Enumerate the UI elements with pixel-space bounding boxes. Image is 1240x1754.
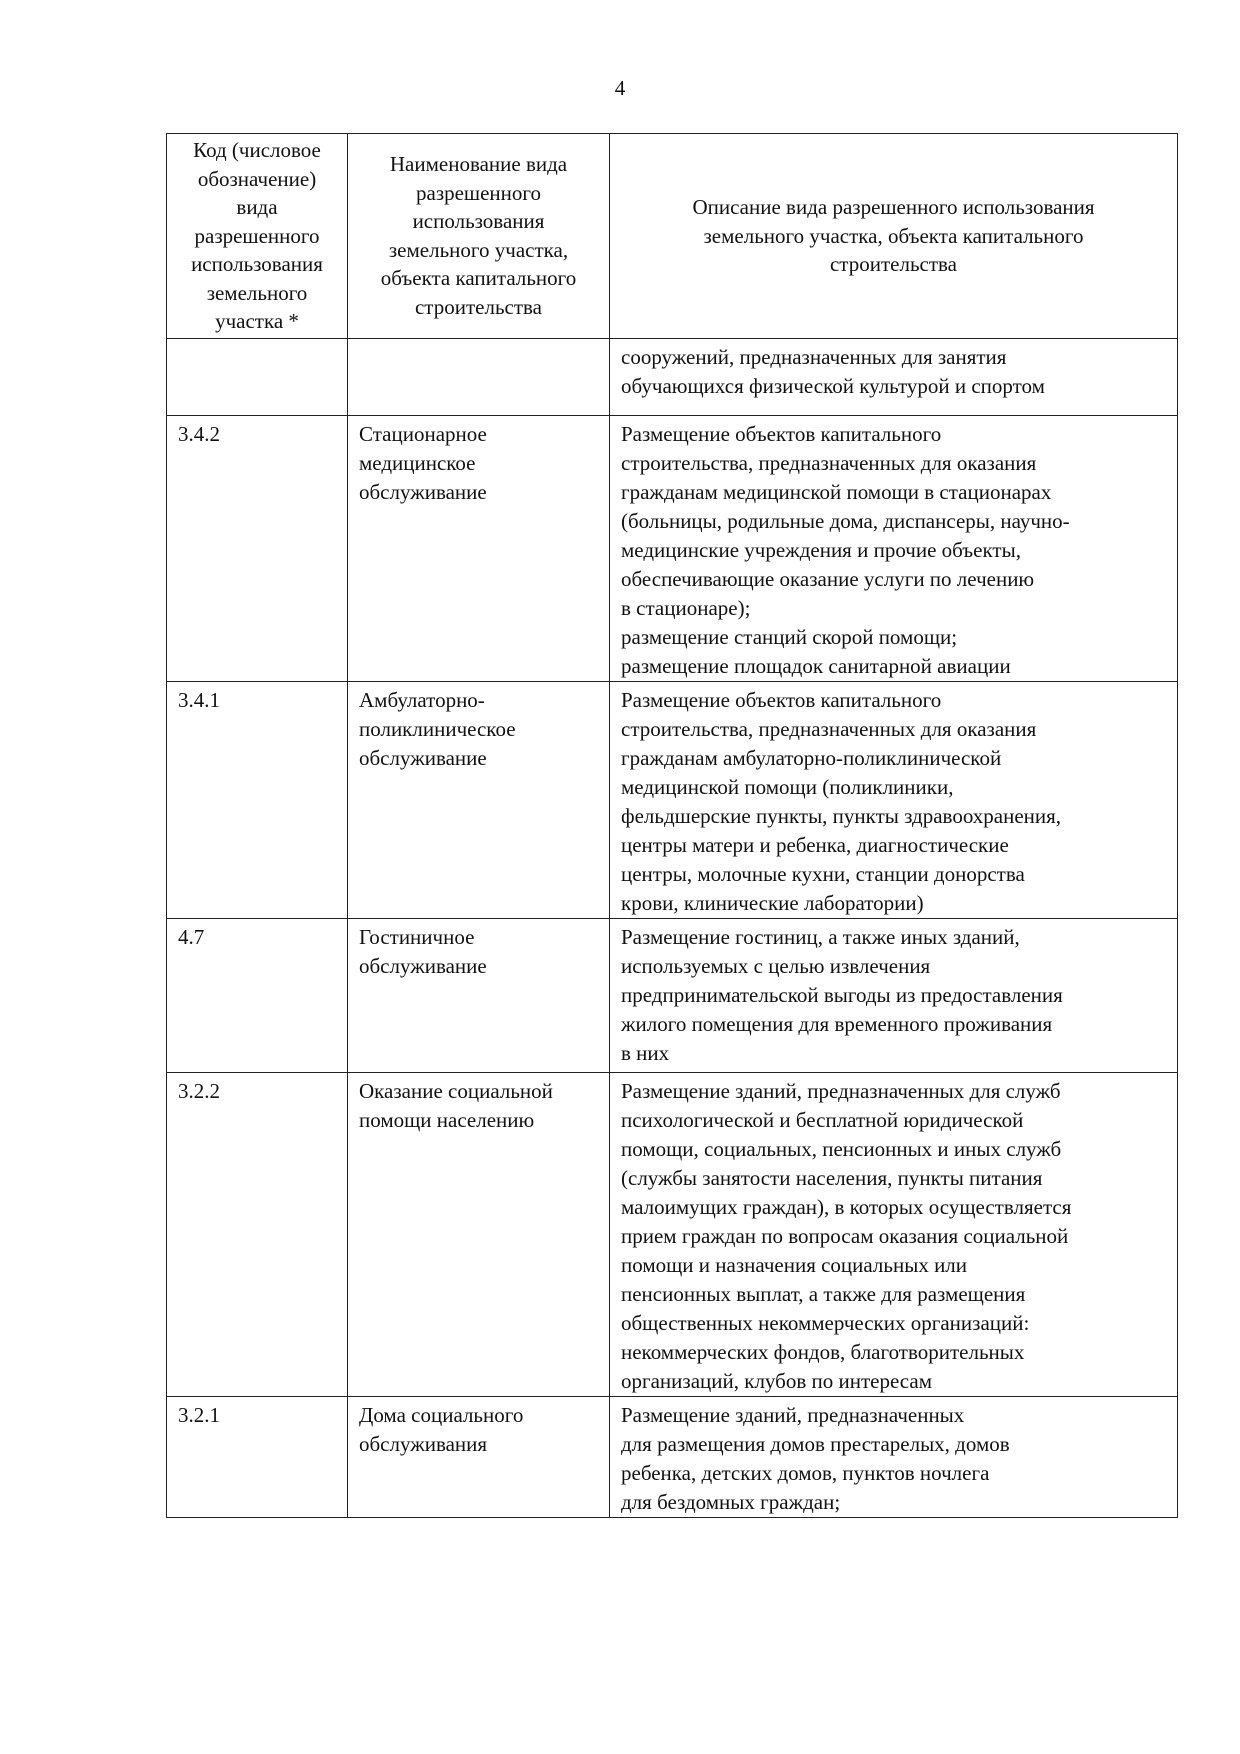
header-line: разрешенного xyxy=(194,223,320,248)
row-description-line: центры, молочные кухни, станции донорства xyxy=(621,861,1025,886)
header-line: объекта капитального xyxy=(380,266,577,291)
row-name-line: обслуживание xyxy=(359,745,487,770)
row-description xyxy=(610,681,1178,918)
row-code: 3.4.2 xyxy=(167,415,348,681)
table-row xyxy=(167,338,1178,415)
row-description-line: Размещение зданий, предназначенных для служб xyxy=(621,1078,1061,1103)
header-line: разрешенного xyxy=(416,180,541,205)
row-description-line: размещение станций скорой помощи; xyxy=(621,624,958,649)
row-description-line: психологической и бесплатной юридической xyxy=(621,1107,1024,1132)
row-description-line: ребенка, детских домов, пунктов ночлега xyxy=(621,1460,990,1485)
row-code: 4.7 xyxy=(167,918,348,1072)
header-name xyxy=(348,134,610,339)
row-description-line: жилого помещения для временного проживания xyxy=(621,1011,1053,1036)
row-description-line: центры матери и ребенка, диагностические xyxy=(621,832,1009,857)
row-name xyxy=(348,1072,610,1396)
row-description-line: для размещения домов престарелых, домов xyxy=(621,1431,1010,1456)
row-name-line: обслуживание xyxy=(359,479,487,504)
row-description-line: медицинской помощи (поликлиники, xyxy=(621,774,954,799)
header-line: земельного xyxy=(206,280,308,305)
row-name-line: поликлиническое xyxy=(359,716,516,741)
row-description-line: малоимущих граждан), в которых осуществляется xyxy=(621,1194,1072,1219)
row-description-line: некоммерческих фондов, благотворительных xyxy=(621,1339,1025,1364)
row-description xyxy=(610,1396,1178,1517)
row-description-line: Размещение зданий, предназначенных xyxy=(621,1402,965,1427)
header-line: использования xyxy=(191,252,323,276)
header-line: обозначение) xyxy=(197,166,317,191)
header-code xyxy=(167,134,348,339)
row-description xyxy=(610,918,1178,1072)
row-description-line: гражданам медицинской помощи в стационарах xyxy=(621,479,1052,504)
row-name-line: Дома социального xyxy=(359,1402,524,1427)
row-code xyxy=(167,338,348,415)
row-name-line: медицинское xyxy=(359,450,476,475)
land-use-table xyxy=(166,133,1178,1518)
row-description-line: помощи, социальных, пенсионных и иных служб xyxy=(621,1136,1062,1161)
table-row xyxy=(167,1072,1178,1396)
row-name-line: Гостиничное xyxy=(359,924,475,949)
row-code: 3.2.2 xyxy=(167,1072,348,1396)
header-line: вида xyxy=(236,195,278,219)
row-description-line: строительства, предназначенных для оказания xyxy=(621,450,1037,475)
row-description-line: в стационаре); xyxy=(621,595,751,620)
row-description-line: общественных некоммерческих организаций: xyxy=(621,1310,1030,1335)
header-line: земельного участка, xyxy=(388,237,569,262)
row-code: 3.2.1 xyxy=(167,1396,348,1517)
row-description xyxy=(610,415,1178,681)
row-name-line: обслуживание xyxy=(359,953,487,978)
row-description-line: для бездомных граждан; xyxy=(621,1489,841,1514)
table-header-row xyxy=(167,134,1178,339)
row-name-line: Стационарное xyxy=(359,421,487,446)
header-line: Описание вида разрешенного использования xyxy=(692,195,1095,219)
table-row xyxy=(167,1396,1178,1517)
row-name-line: обслуживания xyxy=(359,1431,488,1456)
header-line: Наименование вида xyxy=(389,152,568,177)
row-description-line: крови, клинические лаборатории) xyxy=(621,890,924,915)
row-name xyxy=(348,415,610,681)
row-description-line: гражданам амбулаторно-поликлинической xyxy=(621,745,1002,770)
table-row xyxy=(167,415,1178,681)
row-name xyxy=(348,918,610,1072)
row-name-line: помощи населению xyxy=(359,1107,535,1132)
row-description-line: (больницы, родильные дома, диспансеры, научно- xyxy=(621,508,1070,533)
row-description-line: Размещение объектов капитального xyxy=(621,421,942,446)
row-description-line: (службы занятости населения, пункты питания xyxy=(621,1165,1043,1190)
row-description-line: предпринимательской выгоды из предоставления xyxy=(621,982,1063,1007)
row-description-line: медицинские учреждения и прочие объекты, xyxy=(621,537,1021,562)
row-name xyxy=(348,681,610,918)
row-description-line: в них xyxy=(621,1040,670,1065)
row-description-line: размещение площадок санитарной авиации xyxy=(621,653,1011,678)
row-description-line: помощи и назначения социальных или xyxy=(621,1252,968,1277)
row-name-line: Оказание социальной xyxy=(359,1078,553,1103)
row-description-line: используемых с целью извлечения xyxy=(621,953,931,978)
header-line: Код (числовое xyxy=(193,138,321,162)
header-description xyxy=(610,134,1178,339)
header-line: использования xyxy=(412,209,545,234)
row-code: 3.4.1 xyxy=(167,681,348,918)
row-name xyxy=(348,338,610,415)
row-description xyxy=(610,338,1178,415)
header-line: строительства xyxy=(829,252,957,276)
header-line: строительства xyxy=(414,294,542,319)
row-description-line: Размещение гостиниц, а также иных зданий, xyxy=(621,924,1020,949)
row-description-line: обеспечивающие оказание услуги по лечению xyxy=(621,566,1035,591)
row-name xyxy=(348,1396,610,1517)
row-description-line: организаций, клубов по интересам xyxy=(621,1368,932,1393)
row-description-line: пенсионных выплат, а также для размещения xyxy=(621,1281,1026,1306)
table-row xyxy=(167,681,1178,918)
row-description xyxy=(610,1072,1178,1396)
row-description-line: обучающихся физической культурой и спортом xyxy=(621,373,1045,398)
table-row xyxy=(167,918,1178,1072)
header-line: земельного участка, объекта капитального xyxy=(703,223,1084,248)
header-line: участка * xyxy=(215,309,299,333)
row-description-line: сооружений, предназначенных для занятия xyxy=(621,344,1007,369)
row-description-line: прием граждан по вопросам оказания социальной xyxy=(621,1223,1069,1248)
row-name-line: Амбулаторно- xyxy=(359,687,485,712)
row-description-line: Размещение объектов капитального xyxy=(621,687,942,712)
row-description-line: фельдшерские пункты, пункты здравоохранения, xyxy=(621,803,1062,828)
page-number: 4 xyxy=(614,76,626,100)
row-description-line: строительства, предназначенных для оказания xyxy=(621,716,1037,741)
